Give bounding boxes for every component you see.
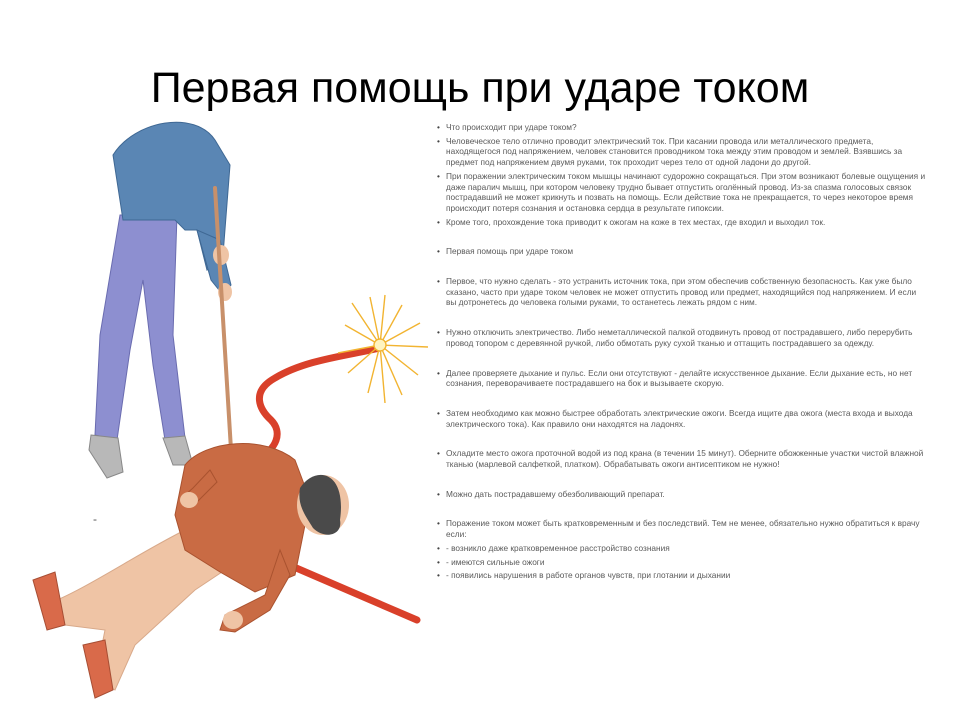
electric-shock-illustration	[25, 120, 435, 720]
cable-upper	[257, 348, 380, 458]
info-bullet-list	[437, 122, 927, 584]
list-item: • Первое, что нужно сделать - это устранить источник тока, при этом обеспечив собственную безопасность. Как уже было сказано, часто при ударе током человек не может отпустить провод или предмет, находящийся под напряжением. И если вы дотронетесь до человека голыми руками, то останетесь лежать рядом с ним.	[437, 276, 927, 308]
spark-icon	[338, 295, 428, 403]
list-item: • - имеются сильные ожоги	[437, 557, 927, 568]
slide-title: Первая помощь при ударе током	[150, 64, 810, 112]
stray-dash: -	[93, 512, 97, 526]
list-item: • Первая помощь при ударе током	[437, 246, 927, 257]
list-item: • Что происходит при ударе током?	[437, 122, 927, 133]
list-item: • При поражении электрическим током мышцы начинают судорожно сокращаться. При этом возникают болевые ощущения и даже паралич мышц, при котором человеку трудно бывает отпустить оголённый провод. Из-за спазма голосовых связок пострадавший не может крикнуть и позвать на помощь. Если действие тока не прекращается, то через некоторое время происходит потеря сознания и остановка сердца в результате гипоксии.	[437, 171, 927, 214]
list-item: • Далее проверяете дыхание и пульс. Если они отсутствуют - делайте искусственное дыхание. Если дыхание есть, но нет сознания, переворачиваете пострадавшего на бок и вызываете скорую.	[437, 368, 927, 389]
list-item: • Человеческое тело отлично проводит электрический ток. При касании провода или металлического предмета, находящегося под напряжением, человек становится проводником тока между этим проводом и землей. Взявшись за предмет под напряжением двумя руками, ток проходит через тело от одной ладони до другой.	[437, 136, 927, 168]
list-item: • Затем необходимо как можно быстрее обработать электрические ожоги. Всегда ищите два ожога (места входа и выхода электрического тока). Как правило они находятся на ладонях.	[437, 408, 927, 429]
list-item: • - возникло даже кратковременное расстройство сознания	[437, 543, 927, 554]
list-item: • - появились нарушения в работе органов чувств, при глотании и дыхании	[437, 570, 927, 581]
list-item: • Охладите место ожога проточной водой из под крана (в течении 15 минут). Оберните обожженные участки чистой влажной тканью (марлевой салфеткой, платком). Обрабатывать ожоги антисептиком не нужно!	[437, 448, 927, 469]
list-item: • Можно дать пострадавшему обезболивающий препарат.	[437, 489, 927, 500]
list-item: • Нужно отключить электричество. Либо неметаллической палкой отодвинуть провод от пострадавшего, либо перерубить провод топором с деревянной ручкой, либо обмотать руку сухой тканью и оттащить пострадавшего за одежду.	[437, 327, 927, 348]
list-item: • Поражение током может быть кратковременным и без последствий. Тем не менее, обязательно нужно обратиться к врачу если:	[437, 518, 927, 539]
list-item: • Кроме того, прохождение тока приводит к ожогам на коже в тех местах, где входил и выходил ток.	[437, 217, 927, 228]
rescuer-figure	[89, 122, 232, 478]
